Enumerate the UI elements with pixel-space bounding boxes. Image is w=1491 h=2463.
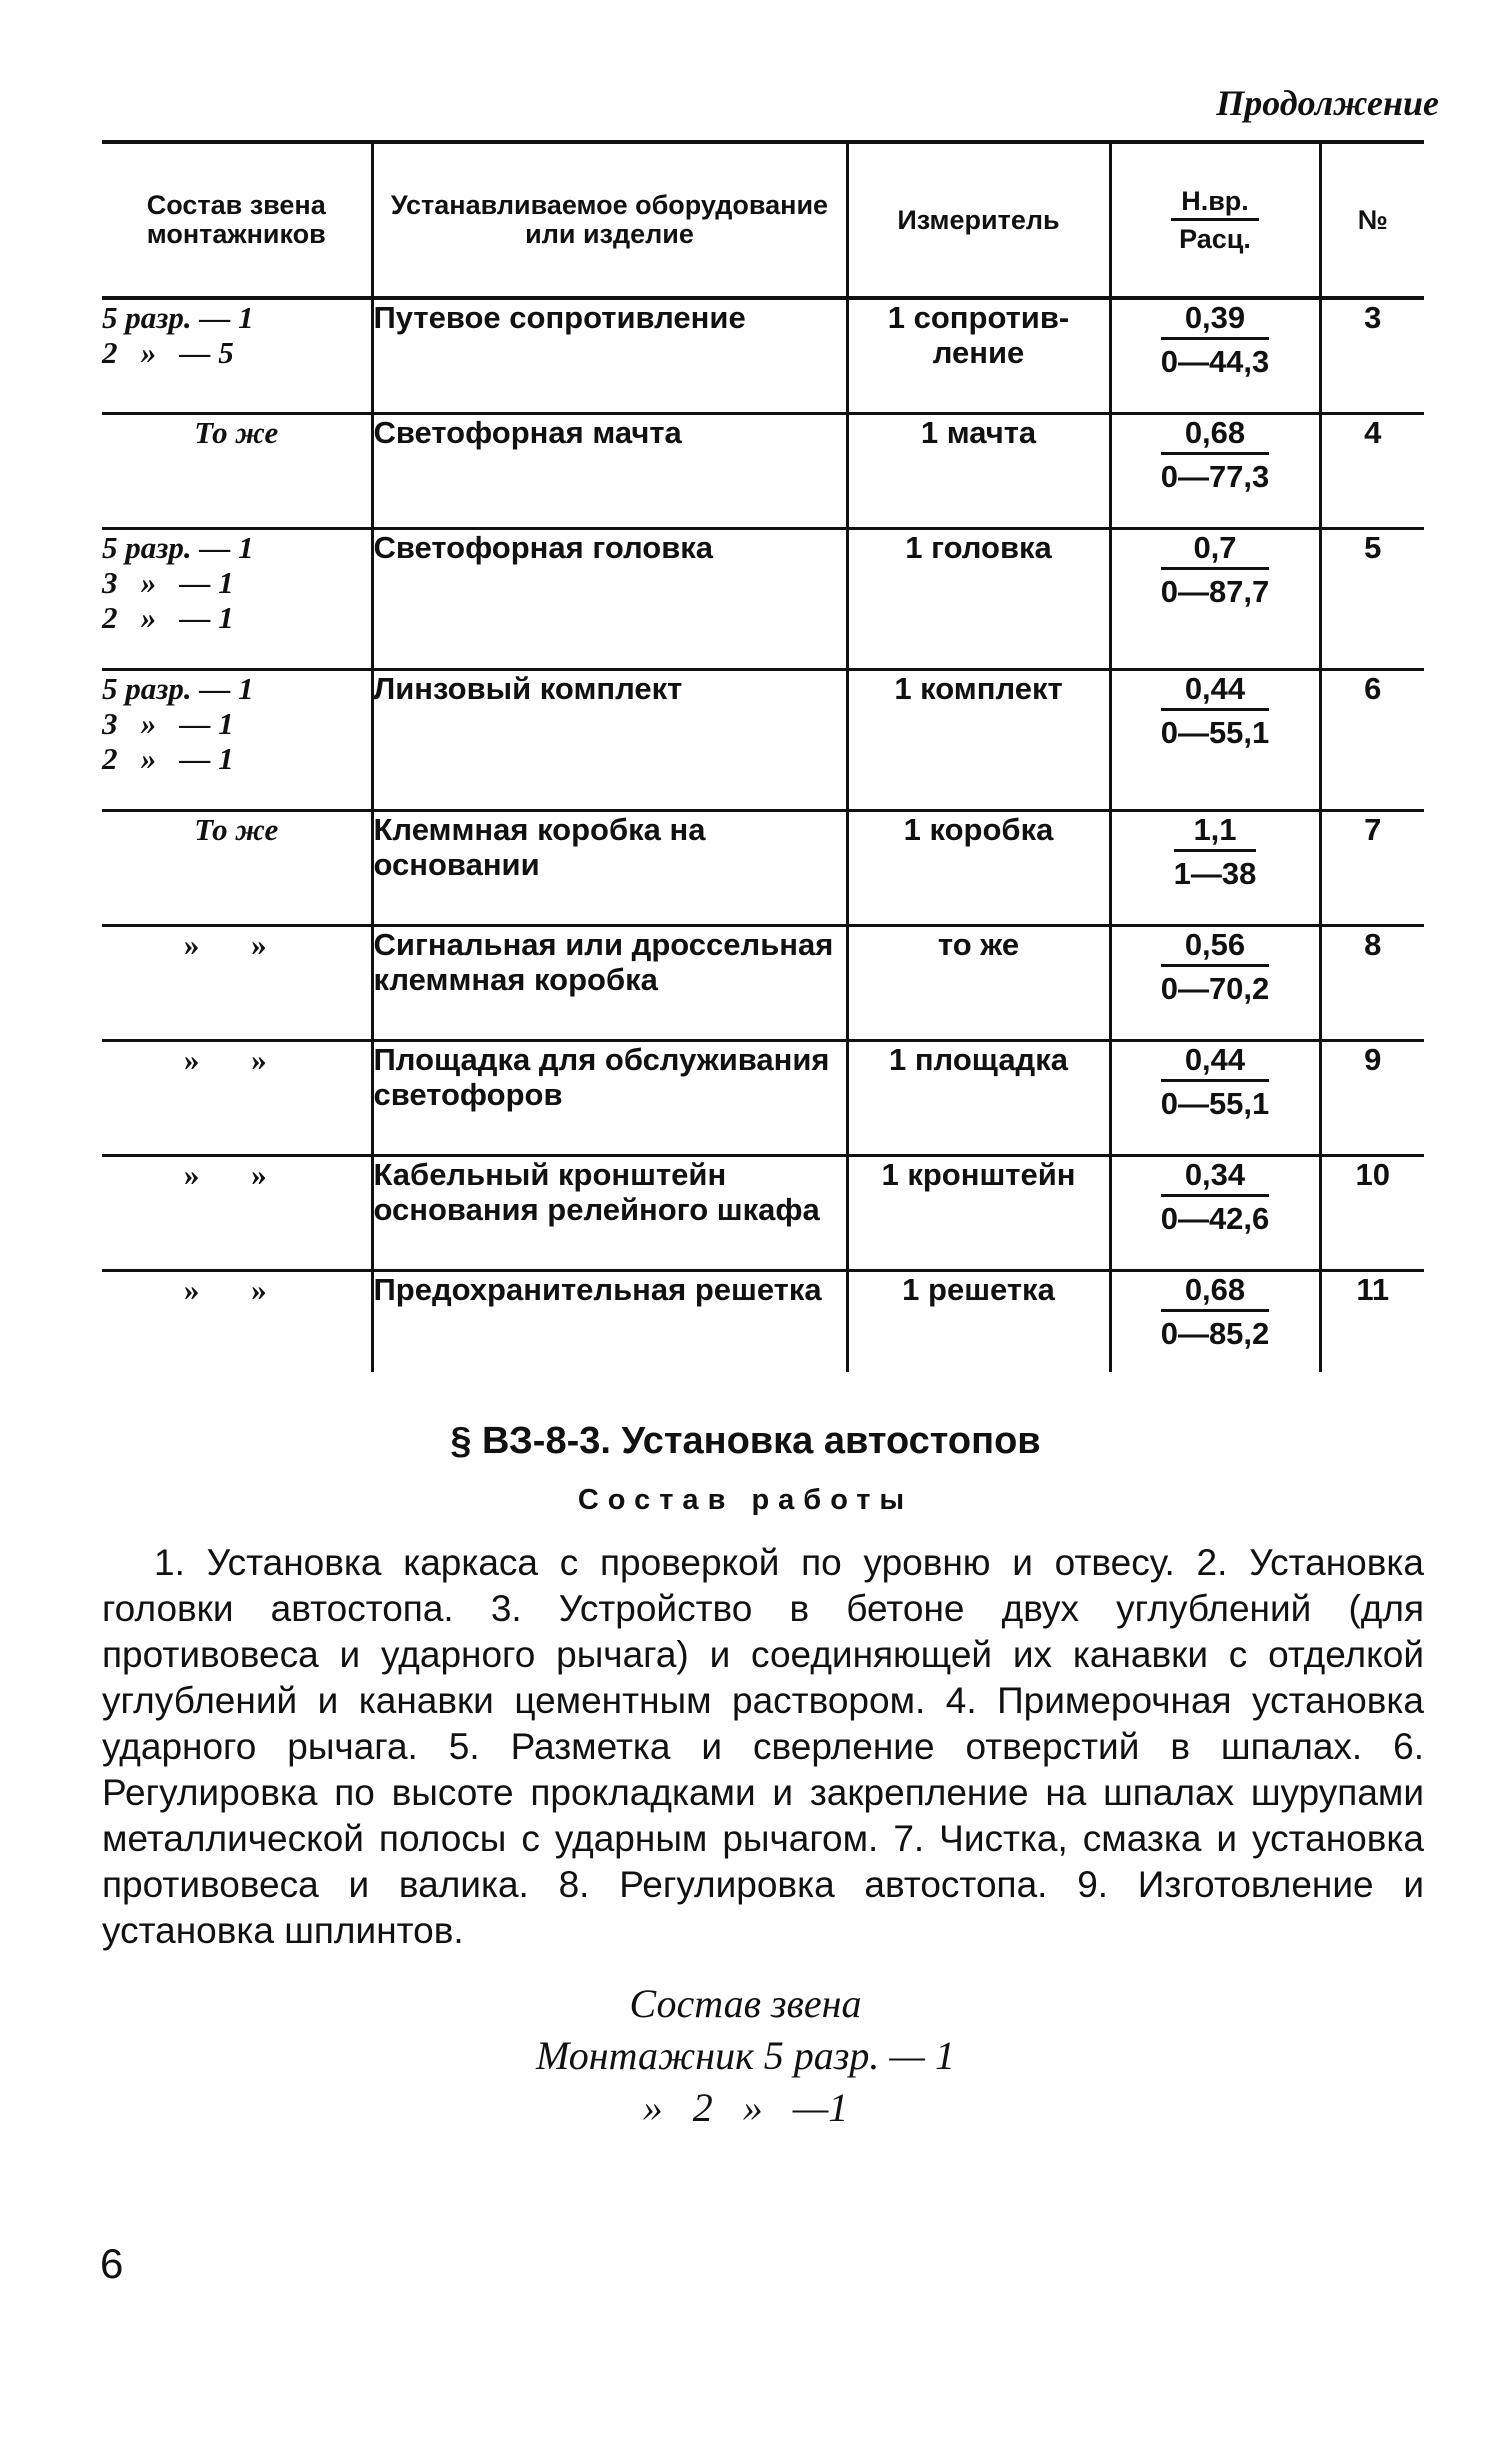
- crew-cell: [102, 529, 372, 670]
- unit-cell: [847, 1041, 1110, 1156]
- norm-cell: [1110, 1271, 1320, 1373]
- norm-cell: [1110, 1156, 1320, 1271]
- header-rate: Расц.: [1179, 223, 1251, 254]
- rate: 0—87,7: [1160, 574, 1270, 609]
- norm-time: 0,68: [1161, 1272, 1270, 1312]
- rate: 0—42,6: [1160, 1201, 1270, 1236]
- equipment-cell: Сигнальная или дроссельная клеммная коробка: [372, 926, 847, 1041]
- crew-line: 2 » — 1: [102, 741, 234, 776]
- table-row: [102, 1041, 1424, 1156]
- crew-composition: [0, 1978, 1491, 2134]
- norm-time: 0,34: [1161, 1157, 1270, 1197]
- rate: 0—55,1: [1160, 1086, 1270, 1121]
- unit-cell: [847, 1156, 1110, 1271]
- norm-cell: [1110, 298, 1320, 414]
- unit-cell: [847, 298, 1110, 414]
- unit-cell: [847, 529, 1110, 670]
- crew-line: То же: [194, 812, 279, 847]
- norm-cell: [1110, 926, 1320, 1041]
- num-cell: 5: [1320, 529, 1424, 670]
- table-header-row: [102, 142, 1424, 298]
- unit-line: 1 головка: [905, 530, 1052, 565]
- rate: 0—77,3: [1160, 459, 1270, 494]
- crew-line-2: » 2 » —1: [642, 2085, 849, 2130]
- section-subtitle: Состав работы: [577, 1484, 914, 1516]
- norm-time: 0,44: [1161, 671, 1270, 711]
- crew-line: 3 » — 1: [102, 565, 234, 600]
- unit-line: 1 кронштейн: [881, 1157, 1076, 1192]
- unit-line: 1 коробка: [903, 812, 1054, 847]
- section-title: § ВЗ-8-3. Установка автостопов: [450, 1420, 1041, 1462]
- unit-cell: [847, 414, 1110, 529]
- equipment-cell: Путевое сопротивление: [372, 298, 847, 414]
- rate: 1—38: [1173, 856, 1257, 891]
- norm-time: 0,68: [1161, 415, 1270, 455]
- rate: 0—85,2: [1160, 1316, 1270, 1351]
- table-row: [102, 1271, 1424, 1373]
- rate: 0—55,1: [1160, 715, 1270, 750]
- crew-line: 2 » — 5: [102, 335, 234, 370]
- norm-cell: [1110, 529, 1320, 670]
- crew-line: 5 разр. — 1: [102, 530, 254, 565]
- crew-cell: [102, 1156, 372, 1271]
- equipment-cell: Светофорная головка: [372, 529, 847, 670]
- num-cell: 7: [1320, 811, 1424, 926]
- header-crew: Состав звена монтажников: [102, 142, 372, 298]
- crew-cell: [102, 1271, 372, 1373]
- crew-line: 2 » — 1: [102, 600, 234, 635]
- table-row: [102, 670, 1424, 811]
- crew-cell: [102, 926, 372, 1041]
- table-row: [102, 298, 1424, 414]
- norm-cell: [1110, 811, 1320, 926]
- header-norm-time: Н.вр.: [1171, 187, 1259, 221]
- table-row: [102, 414, 1424, 529]
- table-row: [102, 529, 1424, 670]
- table-row: [102, 926, 1424, 1041]
- num-cell: 11: [1320, 1271, 1424, 1373]
- num-cell: 8: [1320, 926, 1424, 1041]
- crew-line: » »: [183, 1157, 289, 1192]
- unit-cell: [847, 670, 1110, 811]
- rate: 0—44,3: [1160, 344, 1270, 379]
- header-equipment: Устанавливаемое оборудование или изделие: [372, 142, 847, 298]
- crew-line: 5 разр. — 1: [102, 671, 254, 706]
- crew-cell: [102, 1041, 372, 1156]
- num-cell: 4: [1320, 414, 1424, 529]
- unit-line: 1 сопротив-: [887, 300, 1070, 335]
- unit-cell: [847, 1271, 1110, 1373]
- header-norm: [1110, 142, 1320, 298]
- header-num: №: [1320, 142, 1424, 298]
- unit-line: ление: [932, 335, 1025, 370]
- crew-cell: [102, 811, 372, 926]
- norm-time: 0,44: [1161, 1042, 1270, 1082]
- crew-line: » »: [183, 927, 289, 962]
- equipment-cell: Клеммная коробка на основании: [372, 811, 847, 926]
- unit-line: 1 комплект: [894, 671, 1063, 706]
- norm-time: 0,7: [1161, 530, 1270, 570]
- crew-line: » »: [183, 1272, 289, 1307]
- equipment-cell: Светофорная мачта: [372, 414, 847, 529]
- crew-cell: [102, 298, 372, 414]
- crew-cell: [102, 414, 372, 529]
- table-row: [102, 811, 1424, 926]
- norm-time: 0,39: [1161, 300, 1270, 340]
- table-row: [102, 1156, 1424, 1271]
- unit-cell: [847, 811, 1110, 926]
- page-number: 6: [100, 2240, 124, 2287]
- unit-line: 1 площадка: [888, 1042, 1068, 1077]
- equipment-cell: Площадка для обслуживания светофоров: [372, 1041, 847, 1156]
- norm-time: 1,1: [1174, 812, 1257, 852]
- header-unit: Измеритель: [847, 142, 1110, 298]
- crew-line: » »: [183, 1042, 289, 1077]
- unit-line: то же: [937, 927, 1020, 962]
- rate: 0—70,2: [1160, 971, 1270, 1006]
- unit-line: 1 мачта: [920, 415, 1037, 450]
- crew-line: То же: [194, 415, 279, 450]
- unit-cell: [847, 926, 1110, 1041]
- crew-cell: [102, 670, 372, 811]
- equipment-cell: Кабельный кронштейн основания релейного шкафа: [372, 1156, 847, 1271]
- equipment-cell: Предохранительная решетка: [372, 1271, 847, 1373]
- work-description: 1. Установка каркаса с проверкой по уровню и отвесу. 2. Установка головки автостопа. 3. Устройство в бетоне двух углублений (для противовеса и ударного рычага) и соединяющей их канавки с отделкой углублений и канавки цементным раствором. 4. Примерочная установка ударного рычага. 5. Разметка и сверление отверстий в шпалах. 6. Регулировка по высоте прокладками и закрепление на шпалах шурупами металлической полосы с ударным рычагом. 7. Чистка, смазка и установка противовеса и валика. 8. Регулировка автостопа. 9. Изготовление и установка шплинтов.: [102, 1542, 1424, 1951]
- norms-table: [102, 140, 1424, 1372]
- num-cell: 9: [1320, 1041, 1424, 1156]
- num-cell: 6: [1320, 670, 1424, 811]
- norm-time: 0,56: [1161, 927, 1270, 967]
- crew-line: 5 разр. — 1: [102, 300, 254, 335]
- num-cell: 3: [1320, 298, 1424, 414]
- norm-cell: [1110, 1041, 1320, 1156]
- header-norm-fraction: [1171, 187, 1259, 254]
- crew-title: Состав звена: [629, 1981, 862, 2026]
- crew-line-1: Монтажник 5 разр. — 1: [536, 2033, 955, 2078]
- continuation-label: Продолжение: [1216, 83, 1439, 123]
- equipment-cell: Линзовый комплект: [372, 670, 847, 811]
- norm-cell: [1110, 414, 1320, 529]
- num-cell: 10: [1320, 1156, 1424, 1271]
- unit-line: 1 решетка: [902, 1272, 1055, 1307]
- norm-cell: [1110, 670, 1320, 811]
- crew-line: 3 » — 1: [102, 706, 234, 741]
